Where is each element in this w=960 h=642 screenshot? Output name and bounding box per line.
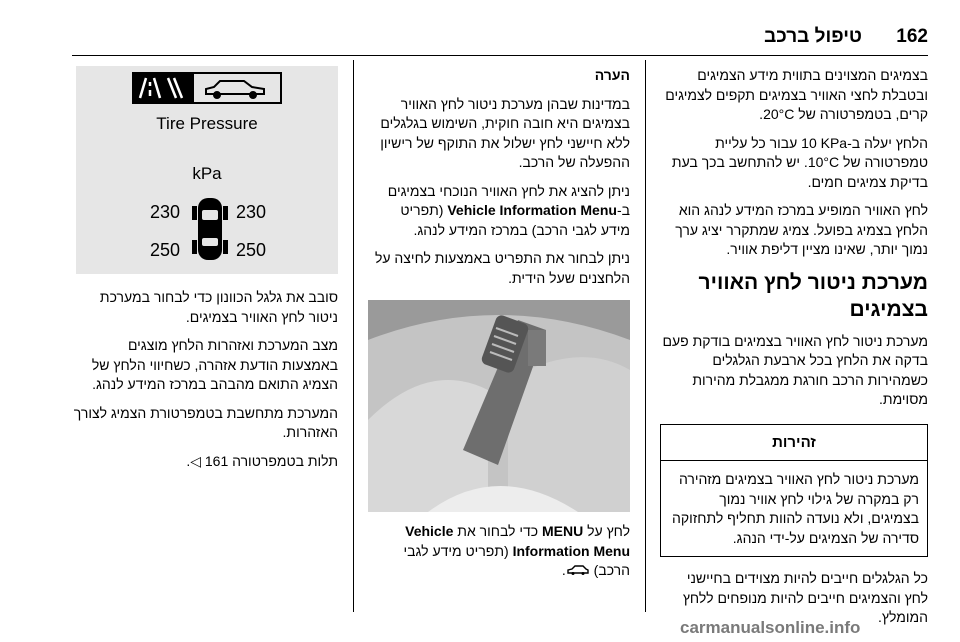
stalk-photo — [368, 300, 630, 512]
page-number: 162 — [896, 26, 928, 47]
menu-name: Vehicle Information Menu — [447, 202, 617, 218]
page-header-title: טיפול ברכב — [764, 26, 862, 47]
paragraph-sensors-required: כל הגלגלים חייבים להיות מצוידים בחיישני לחץ והצמיגים חייבים להיות מנופחים ללחץ המומלץ. — [682, 570, 928, 625]
lane-icon — [140, 78, 160, 98]
paragraph-temperature-reference: תלות בטמפרטורה ‎161‎ ◁. — [186, 452, 338, 469]
paragraph-cold-tyres: בצמיגים המצוינים בתווית מידע הצמיגים ובטבלת לחצי האוויר בצמיגים תקפים לצמיגים קרים, בטמפרטורה של ‎20°C‎. — [665, 67, 928, 122]
column-divider-left — [353, 60, 354, 612]
front-right-pressure: 230 — [236, 202, 267, 222]
lane-departure-icon — [168, 78, 182, 98]
car-icon — [566, 564, 590, 576]
note-label: הערה — [594, 67, 630, 83]
paragraph-temperature-consideration: המערכת מתחשבת בטמפרטורת הצמיג לצורך האזהרות. — [73, 404, 338, 440]
photo-caption: לחץ על MENU כדי לבחור את Vehicle Information Menu (תפריט מידע לגבי הרכב) . — [403, 523, 630, 578]
tire-pressure-display — [76, 66, 338, 274]
rear-left-pressure: 250 — [150, 240, 181, 260]
display-icons — [132, 72, 282, 104]
caution-title: זהירות — [661, 425, 927, 462]
car-top-view-icon — [192, 194, 228, 264]
middle-column — [368, 66, 630, 590]
paragraph-system-check: מערכת ניטור לחץ האוויר בצמיגים בודקת פעם בדקה את הלחץ בכל ארבעת הגלגלים כשמהירות הרכב חורגת ממגבלת מהירות מסוימת. — [662, 332, 928, 407]
stalk-illustration — [368, 300, 630, 512]
rear-right-pressure: 250 — [236, 240, 267, 260]
section-heading: מערכת ניטור לחץ האוויר בצמיגים — [698, 270, 928, 321]
paragraph-current-pressure: ניתן להציג את לחץ האוויר הנוכחי בצמיגים ב-Vehicle Information Menu (תפריט מידע לגבי הרכב) במרכז המידע לנהג. — [387, 182, 630, 238]
watermark: carmanualsonline.info — [680, 618, 861, 637]
paragraph-turn-wheel: סובב את גלגל הכוונון כדי לבחור במערכת ניטור לחץ האוויר בצמיגים. — [99, 289, 338, 325]
caution-box — [660, 424, 928, 558]
display-label: Tire Pressure — [156, 114, 258, 133]
paragraph-system-status: מצב המערכת ואזהרות הלחץ מוצגים באמצעות הודעת אזהרה, כשחיווי הלחץ של הצמיג התואם מהבהב במרכז המידע לנהג. — [91, 337, 338, 392]
right-column — [660, 66, 928, 637]
header-rule — [72, 55, 928, 56]
column-divider-right — [645, 60, 646, 612]
caution-text: מערכת ניטור לחץ האוויר בצמיגים מזהירה רק במקרה של גילוי לחץ אוויר נמוך בצמיגים, ולא נועדה להוות תחליף לתחזוקה סדירה של הצמיגים על-ידי הנהג. — [671, 471, 919, 546]
front-left-pressure: 230 — [150, 202, 181, 222]
paragraph-select-menu: ניתן לבחור את התפריט באמצעות לחיצה על הלחצנים שעל הידית. — [374, 250, 630, 286]
display-icon-bar — [132, 72, 282, 104]
menu-button-name: MENU — [542, 523, 584, 539]
paragraph-displayed-pressure: לחץ האוויר המופיע במרכז המידע לנהג הוא הלחץ בצמיג בפועל. צמיג שמתקרר יציג ערך נמוך יותר, שאינו מציין דליפת אוויר. — [675, 202, 928, 257]
display-unit: kPa — [192, 164, 222, 183]
left-column — [72, 66, 338, 480]
paragraph-pressure-rise: הלחץ יעלה ב-‎10 KPa‎ עבור כל עליית טמפרטורה של ‎10°C‎. יש להתחשב בכך בעת בדיקת צמיגים חמים. — [671, 134, 928, 190]
note-text: במדינות שבהן מערכת ניטור לחץ האוויר בצמיגים היא חובה חוקית, השימוש בגלגלים ללא חיישני לחץ ישלול את התוקף של רישיון ההפעלה של הרכב. — [380, 95, 630, 170]
